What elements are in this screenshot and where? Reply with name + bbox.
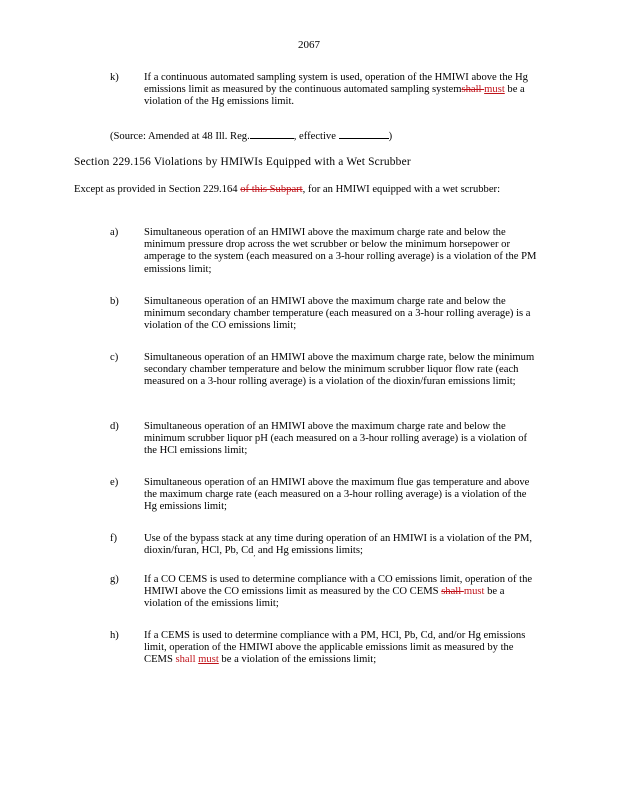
deleted-text: shall: [441, 586, 464, 598]
item-text: Simultaneous operation of an HMIWI above the maximum charge rate and below the minimum scrubber liquor pH (each measured on a 3-hour rolling average) is a violation of the HCl emissions limit;: [144, 421, 528, 457]
item-text: Simultaneous operation of an HMIWI above the maximum charge rate and below the minimum pressure drop across the wet scrubber or below the minimum horsepower or amperage to the system (each measured on a 3-hour rolling average) is a violation of the PM emissions limit;: [144, 227, 537, 275]
page-number: 2067: [298, 39, 320, 51]
list-item-d: [110, 421, 540, 458]
blank-line: [250, 129, 294, 139]
inserted-text: must: [463, 586, 485, 598]
inserted-text: must: [484, 84, 505, 96]
list-item-k: [110, 72, 540, 109]
item-label: c): [110, 352, 119, 363]
item-label: g): [110, 574, 119, 585]
list-item-a: [110, 227, 540, 276]
item-label: e): [110, 477, 119, 488]
deleted-text: shall: [461, 84, 485, 96]
item-label: d): [110, 421, 119, 432]
deleted-text: of this Subpart: [240, 184, 303, 195]
item-label: h): [110, 630, 119, 641]
section-heading: Section 229.156 Violations by HMIWIs Equipped with a Wet Scrubber: [74, 156, 411, 168]
source-note: (Source: Amended at 48 Ill. Reg. , effective ): [110, 131, 393, 142]
list-item-h: [110, 630, 540, 667]
item-label: a): [110, 227, 119, 238]
item-text: Simultaneous operation of an HMIWI above the maximum flue gas temperature and above the maximum charge rate (each measured on a 3-hour rolling average) is a violation of the Hg emissions limit;: [144, 477, 530, 513]
inserted-text: must: [198, 654, 219, 666]
item-text: If a CEMS is used to determine compliance with a PM, HCl, Pb, Cd, and/or Hg emissions limit, operation of the HMIWI above the applicable emissions limit as measured by the CEMS shall must be a violation of the emissions limit;: [144, 630, 526, 666]
list-item-b: [110, 296, 540, 333]
item-label: f): [110, 533, 118, 544]
list-item-e: [110, 477, 540, 514]
list-item-f: [110, 533, 540, 557]
item-text: If a CO CEMS is used to determine compliance with a CO emissions limit, operation of the HMIWI above the CO emissions limit as measured by the CO CEMS shall must be a violation of the emissions limit;: [144, 574, 533, 610]
item-text: Simultaneous operation of an HMIWI above the maximum charge rate and below the minimum secondary chamber temperature (each measured on a 3-hour rolling average) is a violation of the CO emissions limit;: [144, 296, 531, 332]
intro-paragraph: Except as provided in Section 229.164 of this Subpart, for an HMIWI equipped with a wet scrubber:: [74, 184, 501, 195]
list-item-g: [110, 574, 540, 611]
item-label: k): [110, 72, 119, 83]
item-text: Use of the bypass stack at any time during operation of an HMIWI is a violation of the PM, dioxin/furan, HCl, Pb, $Cd_,$ and Hg emissions limits;: [144, 533, 533, 559]
list-item-c: [110, 352, 540, 389]
item-text: If a continuous automated sampling system is used, operation of the HMIWI above the Hg emissions limit as measured by the continuous automated sampling systemshall must be a violation of the Hg emissions limit.: [144, 72, 528, 108]
blank-line: [339, 129, 389, 139]
item-text: Simultaneous operation of an HMIWI above the maximum charge rate, below the minimum secondary chamber temperature and below the minimum scrubber liquor flow rate (each measured on a 3-hour rolling average) is a violation of the dioxin/furan emissions limit;: [144, 352, 535, 388]
retained-text: shall: [175, 654, 199, 666]
item-label: b): [110, 296, 119, 307]
